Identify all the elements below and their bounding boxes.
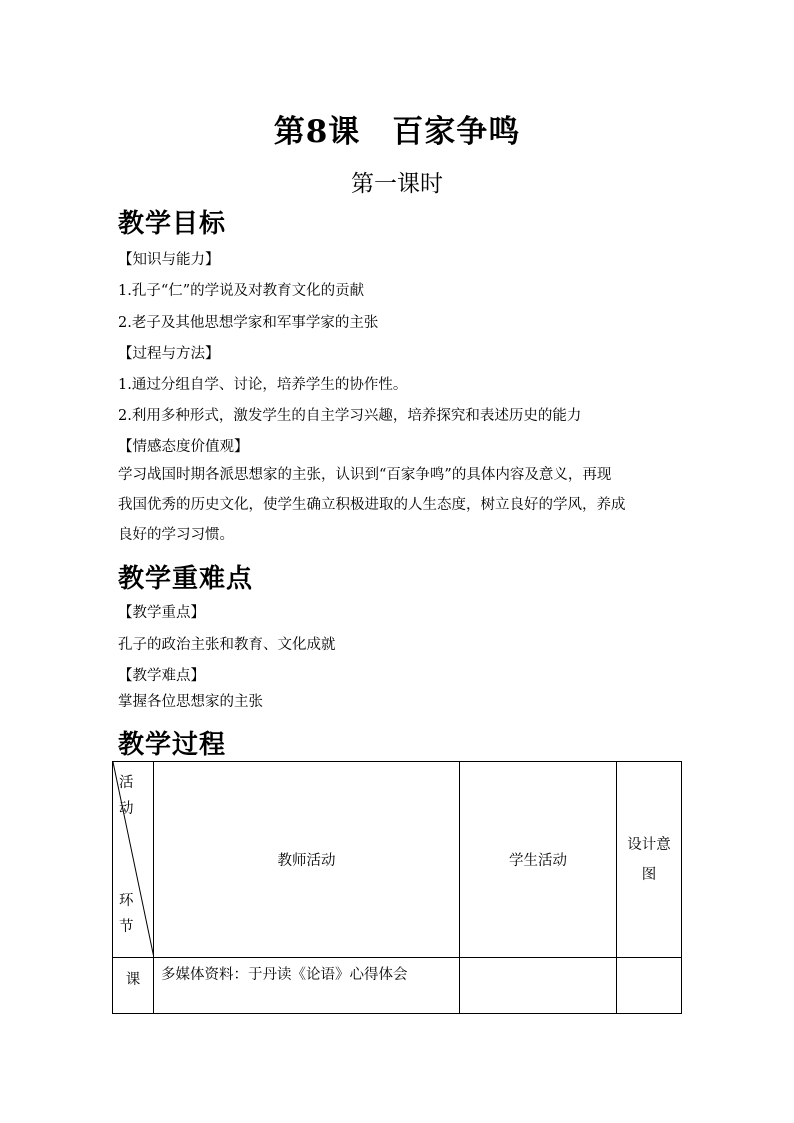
objectives-heading: 教学目标 bbox=[118, 209, 227, 239]
student-activity-header: 学生活动 bbox=[460, 762, 617, 958]
knowledge-label: 【知识与能力】 bbox=[118, 252, 220, 268]
student-activity-cell bbox=[460, 958, 617, 1014]
stage-cell: 课 bbox=[113, 958, 154, 1014]
diagonal-header-cell bbox=[113, 762, 154, 958]
teacher-activity-cell: 多媒体资料：于丹读《论语》心得体会 bbox=[154, 958, 460, 1014]
focus-label: 【教学重点】 bbox=[118, 605, 205, 621]
design-intent-cell bbox=[617, 958, 682, 1014]
difficulty-text: 掌握各位思想家的主张 bbox=[118, 694, 263, 710]
corner-label-activity: 活 动 bbox=[119, 775, 134, 817]
difficulty-label: 【教学难点】 bbox=[118, 668, 205, 684]
lesson-topic: 百家争鸣 bbox=[392, 114, 521, 150]
process-label: 【过程与方法】 bbox=[118, 346, 220, 362]
values-line-3: 良好的学习习惯。 bbox=[118, 527, 234, 543]
process-heading: 教学过程 bbox=[118, 730, 227, 760]
lesson-title bbox=[0, 106, 794, 151]
process-item-1: 1.通过分组自学、讨论，培养学生的协作性。 bbox=[118, 377, 408, 393]
process-table bbox=[112, 761, 682, 1014]
design-intent-header: 设计意 图 bbox=[617, 762, 682, 958]
knowledge-item-2: 2.老子及其他思想学家和军事学家的主张 bbox=[118, 315, 379, 331]
focus-text: 孔子的政治主张和教育、文化成就 bbox=[118, 637, 336, 653]
values-line-2: 我国优秀的历史文化，使学生确立积极进取的人生态度，树立良好的学风，养成 bbox=[118, 497, 626, 513]
table-header-row bbox=[113, 762, 682, 958]
knowledge-item-1: 1.孔子“仁”的学说及对教育文化的贡献 bbox=[118, 283, 365, 299]
values-line-1: 学习战国时期各派思想家的主张，认识到“百家争鸣”的具体内容及意义，再现 bbox=[118, 467, 612, 483]
table-row bbox=[113, 958, 682, 1014]
values-paragraph bbox=[118, 460, 678, 550]
lesson-subtitle: 第一课时 bbox=[351, 171, 443, 197]
values-label: 【情感态度价值观】 bbox=[118, 439, 249, 455]
keypoints-heading: 教学重难点 bbox=[118, 564, 254, 594]
teacher-activity-header: 教师活动 bbox=[154, 762, 460, 958]
process-item-2: 2.利用多种形式，激发学生的自主学习兴趣，培养探究和表述历史的能力 bbox=[118, 408, 582, 424]
lesson-number: 第8课 bbox=[273, 114, 361, 150]
corner-label-stage: 环 节 bbox=[119, 893, 134, 935]
